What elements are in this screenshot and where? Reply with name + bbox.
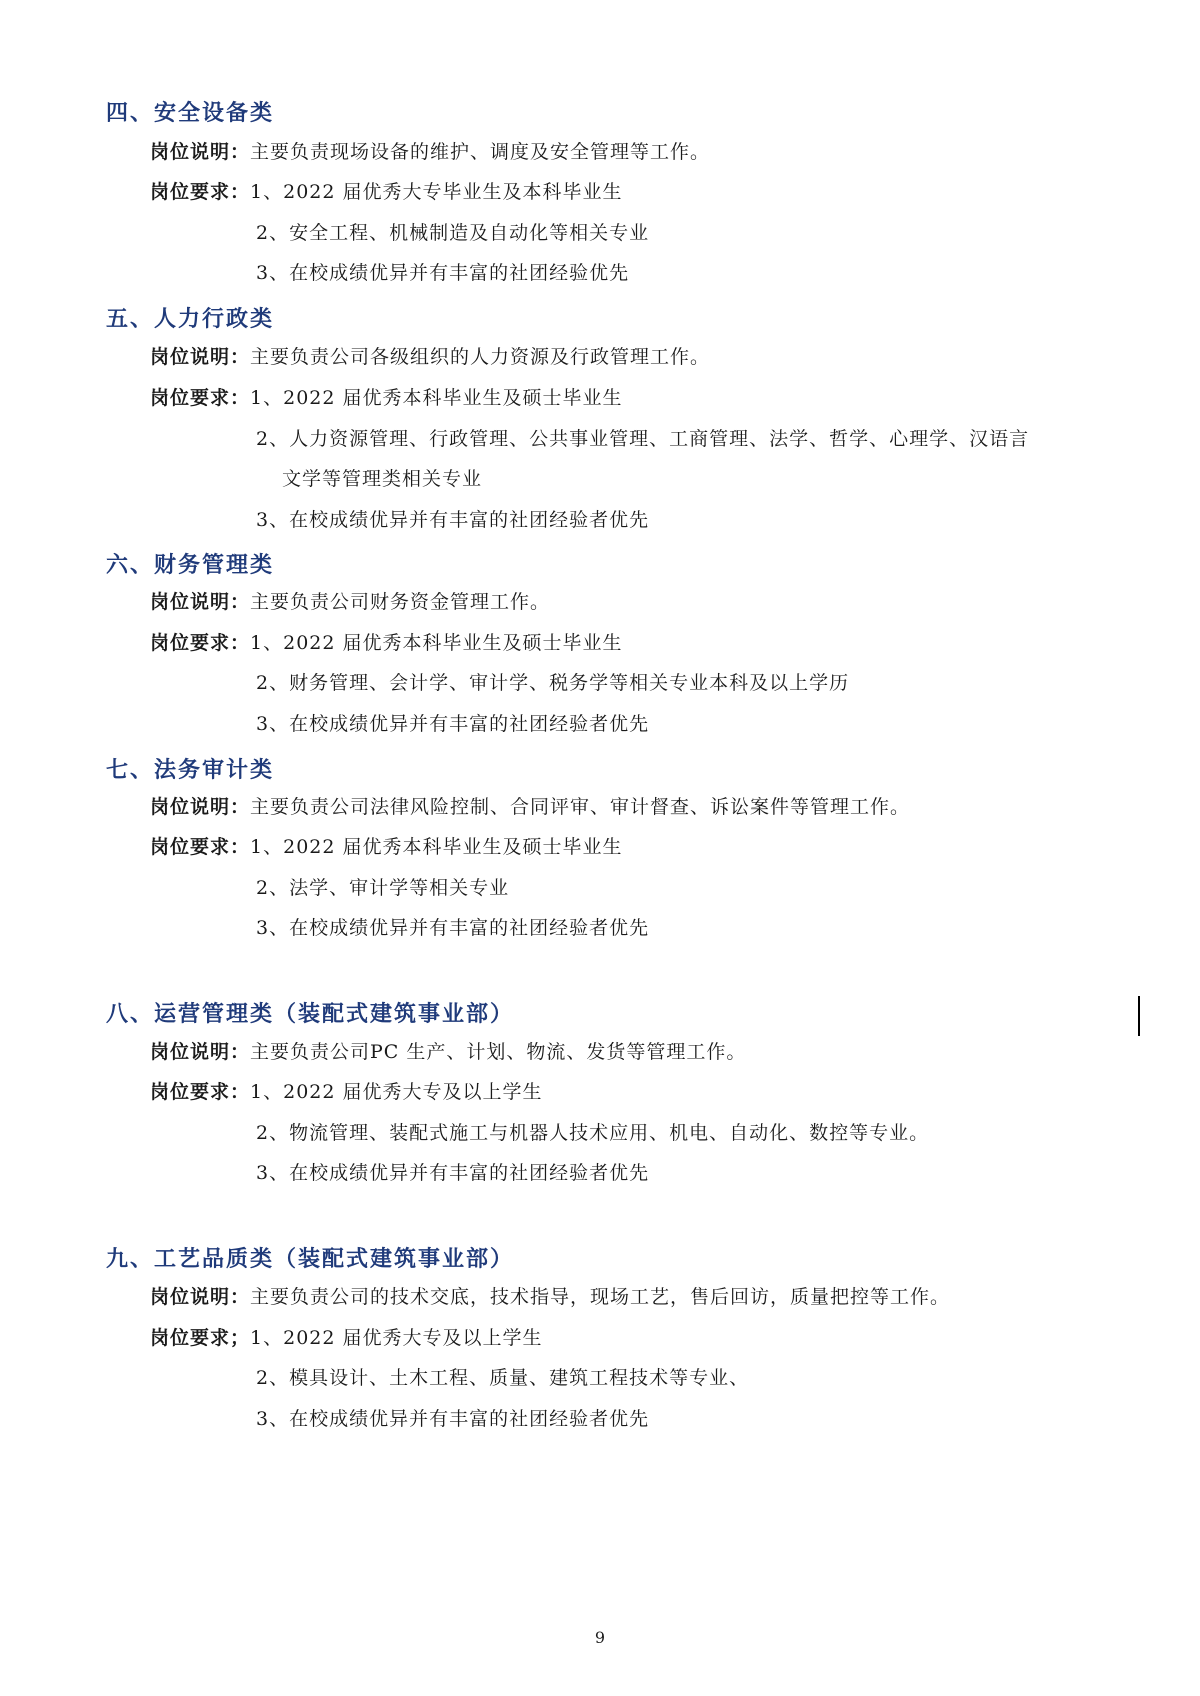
req-label: 岗位要求： <box>150 836 251 858</box>
desc-label: 岗位说明： <box>150 1041 251 1063</box>
margin-mark <box>1138 996 1140 1036</box>
desc-text: 主要负责公司的技术交底，技术指导，现场工艺，售后回访，质量把控等工作。 <box>250 1286 951 1308</box>
section-title-legal: 七、法务审计类 <box>106 758 275 783</box>
req-line <box>150 631 623 655</box>
section-title-hr: 五、人力行政类 <box>106 307 275 332</box>
section-title-operations: 八、运营管理类（装配式建筑事业部） <box>106 1002 515 1027</box>
req-line <box>150 180 623 204</box>
req-item: 1、2022 届优秀大专毕业生及本科毕业生 <box>250 181 623 203</box>
req-label: 岗位要求： <box>150 181 251 203</box>
desc-text: 主要负责公司财务资金管理工作。 <box>250 591 551 613</box>
req-line <box>150 386 623 410</box>
desc-text: 主要负责公司各级组织的人力资源及行政管理工作。 <box>250 346 711 368</box>
req-label: 岗位要求： <box>150 632 251 654</box>
req-item: 2、人力资源管理、行政管理、公共事业管理、工商管理、法学、哲学、心理学、汉语言 <box>256 428 1030 450</box>
req-item: 3、在校成绩优异并有丰富的社团经验者优先 <box>256 917 650 939</box>
req-line <box>150 835 623 859</box>
req-label: 岗位要求； <box>150 1327 251 1349</box>
req-item: 1、2022 届优秀大专及以上学生 <box>250 1327 543 1349</box>
desc-label: 岗位说明： <box>150 141 251 163</box>
req-item: 3、在校成绩优异并有丰富的社团经验者优先 <box>256 509 650 531</box>
req-item: 2、安全工程、机械制造及自动化等相关专业 <box>256 222 650 244</box>
page-number: 9 <box>594 1628 606 1647</box>
desc-line <box>150 345 710 369</box>
desc-line <box>150 1285 950 1309</box>
req-item: 2、财务管理、会计学、审计学、税务学等相关专业本科及以上学历 <box>256 672 850 694</box>
desc-label: 岗位说明： <box>150 346 251 368</box>
req-item: 3、在校成绩优异并有丰富的社团经验者优先 <box>256 1408 650 1430</box>
desc-text: 主要负责公司法律风险控制、合同评审、审计督查、诉讼案件等管理工作。 <box>250 796 911 818</box>
desc-label: 岗位说明： <box>150 591 251 613</box>
req-item: 1、2022 届优秀本科毕业生及硕士毕业生 <box>250 387 623 409</box>
req-line <box>150 1080 543 1104</box>
desc-line <box>150 590 550 614</box>
section-title-safety: 四、安全设备类 <box>106 101 275 126</box>
req-item: 2、物流管理、装配式施工与机器人技术应用、机电、自动化、数控等专业。 <box>256 1122 930 1144</box>
req-item: 3、在校成绩优异并有丰富的社团经验者优先 <box>256 713 650 735</box>
section-title-finance: 六、财务管理类 <box>106 553 275 578</box>
req-item: 1、2022 届优秀本科毕业生及硕士毕业生 <box>250 836 623 858</box>
req-item: 1、2022 届优秀大专及以上学生 <box>250 1081 543 1103</box>
req-item: 2、法学、审计学等相关专业 <box>256 877 510 899</box>
req-label: 岗位要求： <box>150 387 251 409</box>
req-item-continuation: 文学等管理类相关专业 <box>282 468 483 490</box>
desc-line <box>150 795 910 819</box>
desc-line <box>150 140 710 164</box>
section-title-quality: 九、工艺品质类（装配式建筑事业部） <box>106 1247 515 1272</box>
desc-text: 主要负责公司PC 生产、计划、物流、发货等管理工作。 <box>250 1041 747 1063</box>
desc-text: 主要负责现场设备的维护、调度及安全管理等工作。 <box>250 141 711 163</box>
req-item: 3、在校成绩优异并有丰富的社团经验优先 <box>256 262 630 284</box>
req-line <box>150 1326 543 1350</box>
req-item: 3、在校成绩优异并有丰富的社团经验者优先 <box>256 1162 650 1184</box>
req-item: 2、模具设计、土木工程、质量、建筑工程技术等专业、 <box>256 1367 750 1389</box>
desc-label: 岗位说明： <box>150 796 251 818</box>
req-item: 1、2022 届优秀本科毕业生及硕士毕业生 <box>250 632 623 654</box>
desc-label: 岗位说明： <box>150 1286 251 1308</box>
req-label: 岗位要求： <box>150 1081 251 1103</box>
desc-line <box>150 1040 746 1064</box>
